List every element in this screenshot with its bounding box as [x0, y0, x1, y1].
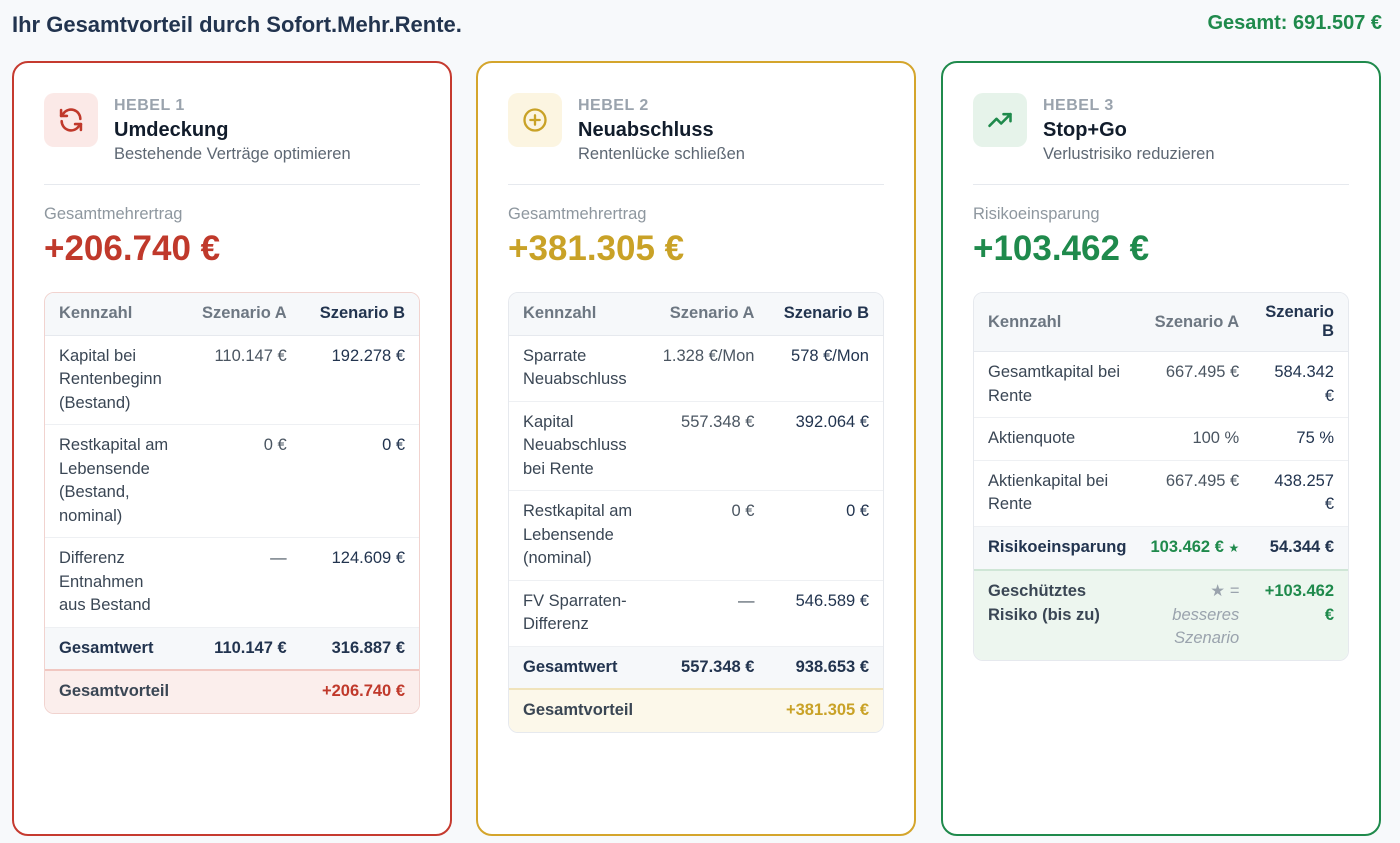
- lever-card-neuabschluss: [476, 61, 916, 836]
- card-header: [508, 93, 884, 185]
- table-row: [974, 460, 1348, 526]
- table-header-row: [974, 293, 1348, 352]
- row-label: Gesamtwert: [45, 627, 183, 670]
- metric-label: Gesamtmehrertrag: [508, 205, 647, 223]
- scenario-b-value: 316.887 €: [301, 627, 419, 670]
- column-header-kennzahl: Kennzahl: [974, 293, 1140, 352]
- metric-value: +381.305 €: [508, 229, 685, 268]
- scenario-a-value: —: [647, 580, 768, 646]
- metric-label: Risikoeinsparung: [973, 205, 1100, 223]
- column-header-kennzahl: Kennzahl: [509, 293, 647, 335]
- lever-subtitle: Verlustrisiko reduzieren: [1043, 145, 1215, 163]
- scenario-a-value: 667.495 €: [1140, 352, 1253, 418]
- column-header-scenario-b: Szenario B: [301, 293, 419, 335]
- scenario-b-value: 0 €: [301, 425, 419, 538]
- star-icon: ★: [1228, 540, 1240, 555]
- protected-risk-row: [974, 570, 1348, 660]
- lever-subtitle: Bestehende Verträge optimieren: [114, 145, 351, 163]
- scenario-b-value: 192.278 €: [301, 335, 419, 425]
- plus-circle-icon: [508, 93, 562, 147]
- row-label: Aktienquote: [974, 418, 1140, 461]
- table-row: [974, 352, 1348, 418]
- scenario-b-value: 124.609 €: [301, 538, 419, 628]
- table-row: [509, 401, 883, 491]
- column-header-kennzahl: Kennzahl: [45, 293, 183, 335]
- scenario-a-value-text: 103.462 €: [1150, 537, 1224, 556]
- metric-value: +206.740 €: [44, 229, 221, 268]
- row-label: Aktienkapital bei Rente: [974, 460, 1140, 526]
- table-row: [509, 335, 883, 401]
- column-header-scenario-a: Szenario A: [1140, 293, 1253, 352]
- legend-note: [1140, 570, 1253, 660]
- comparison-table: [44, 292, 420, 714]
- row-label: Gesamtvorteil: [509, 689, 647, 732]
- legend-text: = besseres Szenario: [1172, 582, 1240, 647]
- scenario-a-value: 557.348 €: [647, 646, 768, 689]
- scenario-b-value: 584.342 €: [1253, 352, 1348, 418]
- column-header-scenario-a: Szenario A: [183, 293, 301, 335]
- row-label: Gesamtwert: [509, 646, 647, 689]
- table-row: [45, 538, 419, 628]
- refresh-icon: [44, 93, 98, 147]
- scenario-b-value: 392.064 €: [768, 401, 883, 491]
- page-title: Ihr Gesamtvorteil durch Sofort.Mehr.Rente.: [12, 12, 462, 37]
- total-row: [45, 627, 419, 670]
- card-header: [44, 93, 420, 185]
- lever-title: Stop+Go: [1043, 119, 1127, 141]
- scenario-b-value: +206.740 €: [301, 670, 419, 713]
- lever-title: Neuabschluss: [578, 119, 714, 141]
- table-row: [509, 580, 883, 646]
- scenario-b-value: 0 €: [768, 491, 883, 581]
- lever-number: HEBEL 2: [578, 97, 649, 114]
- row-label: Restkapital am Lebensende (nominal): [509, 491, 647, 581]
- column-header-scenario-b: Szenario B: [1253, 293, 1348, 352]
- scenario-b-value: +103.462 €: [1253, 570, 1348, 660]
- metric-label: Gesamtmehrertrag: [44, 205, 183, 223]
- scenario-b-value: 938.653 €: [768, 646, 883, 689]
- risk-saving-row: [974, 526, 1348, 570]
- trending-up-icon: [973, 93, 1027, 147]
- scenario-a-value: [647, 689, 768, 732]
- row-label: FV Sparraten-Differenz: [509, 580, 647, 646]
- scenario-b-value: 54.344 €: [1253, 526, 1348, 570]
- advantage-row: [509, 689, 883, 732]
- scenario-b-value: 578 €/Mon: [768, 335, 883, 401]
- row-label: Differenz Entnahmen aus Bestand: [45, 538, 183, 628]
- comparison-table: [973, 292, 1349, 661]
- column-header-scenario-b: Szenario B: [768, 293, 883, 335]
- table-row: [45, 335, 419, 425]
- row-label: Geschütztes Risiko (bis zu): [974, 570, 1140, 660]
- lever-card-umdeckung: [12, 61, 452, 836]
- comparison-table: [508, 292, 884, 733]
- lever-title: Umdeckung: [114, 119, 229, 141]
- scenario-a-value: 110.147 €: [183, 335, 301, 425]
- lever-subtitle: Rentenlücke schließen: [578, 145, 745, 163]
- scenario-b-value: 75 %: [1253, 418, 1348, 461]
- scenario-b-value: 438.257 €: [1253, 460, 1348, 526]
- scenario-a-value: 1.328 €/Mon: [647, 335, 768, 401]
- row-label: Gesamtkapital bei Rente: [974, 352, 1140, 418]
- star-icon: ★: [1210, 582, 1225, 600]
- row-label: Gesamtvorteil: [45, 670, 183, 713]
- table-header-row: [45, 293, 419, 335]
- scenario-a-value: 110.147 €: [183, 627, 301, 670]
- row-label: Restkapital am Lebensende (Bestand, nominal): [45, 425, 183, 538]
- table-row: [974, 418, 1348, 461]
- scenario-a-value: [1140, 526, 1253, 570]
- row-label: Risikoeinsparung: [974, 526, 1140, 570]
- scenario-a-value: —: [183, 538, 301, 628]
- row-label: Kapital bei Rentenbeginn (Bestand): [45, 335, 183, 425]
- column-header-scenario-a: Szenario A: [647, 293, 768, 335]
- advantage-row: [45, 670, 419, 713]
- lever-card-stop-go: [941, 61, 1381, 836]
- total-advantage: Gesamt: 691.507 €: [1207, 12, 1382, 34]
- row-label: Kapital Neuabschluss bei Rente: [509, 401, 647, 491]
- scenario-a-value: 100 %: [1140, 418, 1253, 461]
- lever-number: HEBEL 3: [1043, 97, 1114, 114]
- scenario-b-value: +381.305 €: [768, 689, 883, 732]
- lever-number: HEBEL 1: [114, 97, 185, 114]
- metric-value: +103.462 €: [973, 229, 1150, 268]
- scenario-a-value: [183, 670, 301, 713]
- table-row: [509, 491, 883, 581]
- scenario-a-value: 0 €: [183, 425, 301, 538]
- row-label: Sparrate Neuabschluss: [509, 335, 647, 401]
- scenario-a-value: 557.348 €: [647, 401, 768, 491]
- table-row: [45, 425, 419, 538]
- scenario-a-value: 667.495 €: [1140, 460, 1253, 526]
- scenario-b-value: 546.589 €: [768, 580, 883, 646]
- card-header: [973, 93, 1349, 185]
- top-bar: [12, 10, 1382, 42]
- scenario-a-value: 0 €: [647, 491, 768, 581]
- table-header-row: [509, 293, 883, 335]
- total-row: [509, 646, 883, 689]
